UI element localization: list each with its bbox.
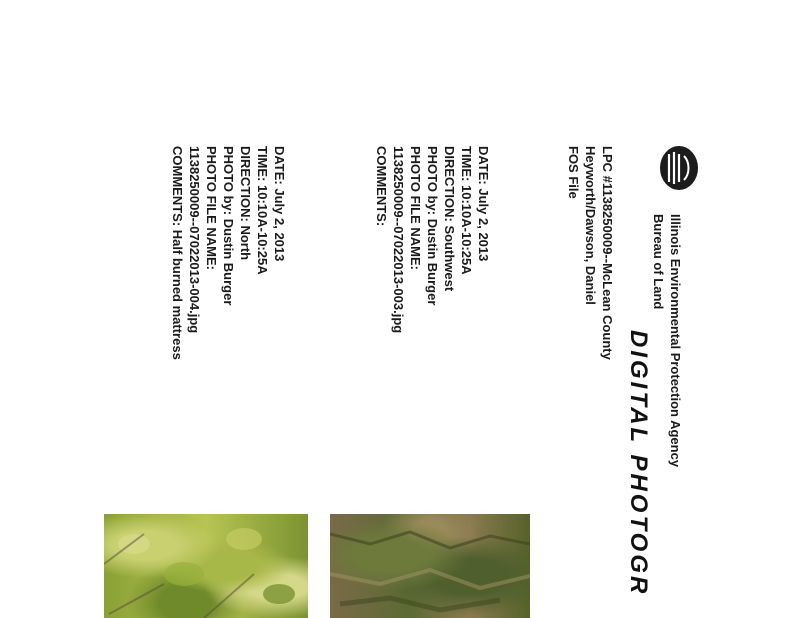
photo-comments: COMMENTS: — [374, 146, 389, 227]
project-info — [565, 146, 616, 360]
photo-filename: 1138250009--07022013-003.jpg — [391, 146, 406, 334]
photo-by: PHOTO by: Dustin Burger — [425, 146, 440, 306]
photo-direction: DIRECTION: North — [238, 146, 253, 261]
photo-filename: 1138250009--07022013-004.jpg — [187, 146, 202, 334]
photo-date: DATE: July 2, 2013 — [272, 146, 287, 262]
photo-comments: COMMENTS: Half burned mattress — [170, 146, 185, 360]
agency-name-line2: Bureau of Land — [651, 214, 666, 310]
project-lpc: LPC #1138250009--McLean County — [600, 146, 615, 360]
photo-by: PHOTO by: Dustin Burger — [221, 146, 236, 306]
photo-filename-label: PHOTO FILE NAME: — [204, 146, 219, 270]
photo-direction: DIRECTION: Southwest — [442, 146, 457, 292]
photo-info-1 — [373, 146, 492, 333]
site-photo-2 — [104, 514, 308, 618]
photo-info-2 — [169, 146, 288, 360]
agency-logo — [660, 146, 698, 190]
photo-time: TIME: 10:10A-10:25A — [459, 146, 474, 275]
site-photo-1 — [330, 514, 530, 618]
photo-date: DATE: July 2, 2013 — [476, 146, 491, 262]
project-file: FOS File — [566, 146, 581, 199]
document-title: DIGITAL PHOTOGR — [625, 330, 652, 597]
photo-filename-label: PHOTO FILE NAME: — [408, 146, 423, 270]
photo-time: TIME: 10:10A-10:25A — [255, 146, 270, 275]
project-site: Heyworth/Dawson, Daniel — [583, 146, 598, 305]
agency-name-line1: Illinois Environmental Protection Agency — [668, 214, 683, 468]
agency-name — [650, 214, 684, 467]
